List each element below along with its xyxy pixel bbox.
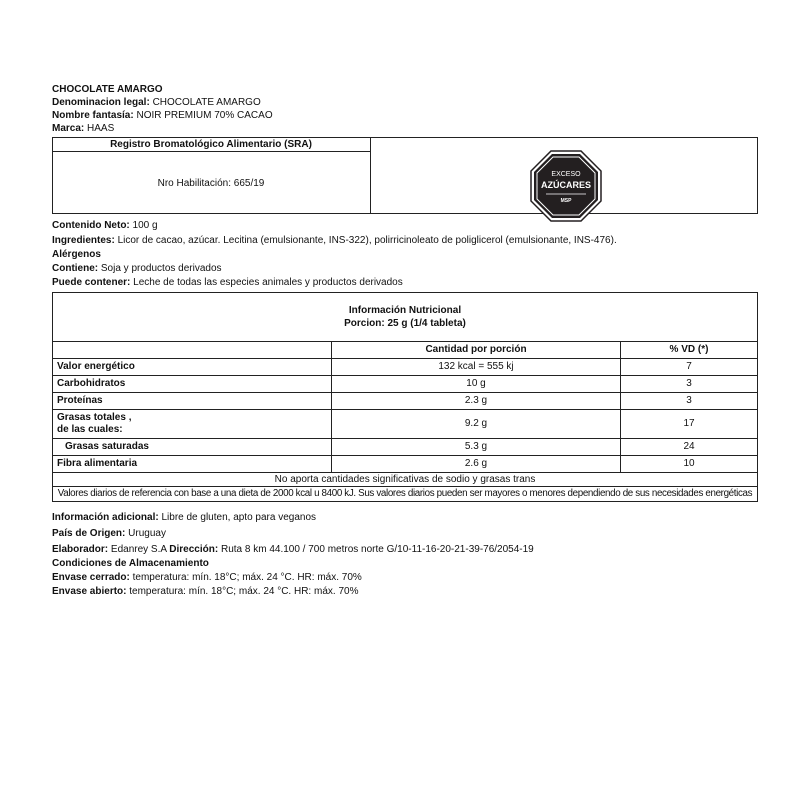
ingredients-label: Ingredientes: <box>52 235 115 246</box>
nutrition-portion: Porcion: 25 g (1/4 tableta) <box>344 318 466 329</box>
open-storage-label: Envase abierto: <box>52 586 127 597</box>
maker-label: Elaborador: <box>52 544 109 555</box>
nutrition-note1: No aporta cantidades significativas de sodio y grasas trans <box>53 473 758 487</box>
header-empty-cell <box>53 342 332 359</box>
nutrient-quantity: 132 kcal = 555 kj <box>332 359 621 376</box>
nutrient-vd: 10 <box>621 456 758 473</box>
nutrition-note-row <box>53 473 758 487</box>
fantasy-name-line <box>52 110 273 122</box>
ingredients-value: Licor de cacao, azúcar. Lecitina (emulsionante, INS-322), polirricinoleato de poliglicerol (emulsionante, INS-476). <box>117 235 617 246</box>
nutrient-vd: 3 <box>621 393 758 410</box>
origin-value: Uruguay <box>128 528 166 539</box>
table-row <box>53 393 758 410</box>
nutrition-title-cell <box>53 293 758 342</box>
nutrient-name-line2: de las cuales: <box>57 424 123 435</box>
nutrient-name: Grasas saturadas <box>53 439 332 456</box>
nutrient-vd: 7 <box>621 359 758 376</box>
table-row <box>53 359 758 376</box>
contains-value: Soja y productos derivados <box>100 263 222 274</box>
fantasy-name-value: NOIR PREMIUM 70% CACAO <box>136 110 273 121</box>
may-contain-value: Leche de todas las especies animales y productos derivados <box>133 277 403 288</box>
open-storage-value: temperatura: mín. 18°C; máx. 24 °C. HR: máx. 70% <box>129 586 359 597</box>
registry-habilitation: Nro Habilitación: 665/19 <box>157 178 265 189</box>
may-contain-line <box>52 277 403 289</box>
excess-sugar-warning-icon <box>530 150 602 222</box>
nutrient-quantity: 5.3 g <box>332 439 621 456</box>
legal-name-value: CHOCOLATE AMARGO <box>152 97 261 108</box>
nutrient-vd: 24 <box>621 439 758 456</box>
ingredients-line <box>52 235 617 247</box>
contains-line <box>52 263 222 275</box>
fantasy-name-label: Nombre fantasía: <box>52 110 134 121</box>
additional-info-label: Información adicional: <box>52 512 159 523</box>
contains-label: Contiene: <box>52 263 99 274</box>
nutrition-note-row <box>53 487 758 502</box>
storage-heading: Condiciones de Almacenamiento <box>52 558 209 569</box>
net-content-value: 100 g <box>132 220 158 231</box>
warning-line1: EXCESO <box>551 171 581 178</box>
brand-line <box>52 123 114 135</box>
nutrient-name: Fibra alimentaria <box>53 456 332 473</box>
registry-header-divider <box>52 151 370 152</box>
warning-line3: MSP <box>560 198 572 204</box>
table-row <box>53 456 758 473</box>
nutrient-name: Valor energético <box>53 359 332 376</box>
additional-info-line <box>52 512 316 524</box>
origin-label: País de Origen: <box>52 528 126 539</box>
nutrient-quantity: 10 g <box>332 376 621 393</box>
column-vd: % VD (*) <box>621 342 758 359</box>
net-content-line <box>52 220 158 232</box>
maker-value: Edanrey S.A <box>110 544 167 555</box>
nutrient-name: Carbohidratos <box>53 376 332 393</box>
net-content-label: Contenido Neto: <box>52 220 130 231</box>
nutrient-quantity: 9.2 g <box>332 410 621 439</box>
nutrient-vd: 17 <box>621 410 758 439</box>
origin-line <box>52 528 166 540</box>
legal-name-line <box>52 97 261 109</box>
product-title: CHOCOLATE AMARGO <box>52 84 163 95</box>
table-row <box>53 410 758 439</box>
additional-info-value: Libre de gluten, apto para veganos <box>161 512 317 523</box>
table-row <box>53 376 758 393</box>
column-quantity: Cantidad por porción <box>332 342 621 359</box>
registry-header: Registro Bromatológico Alimentario (SRA) <box>110 139 312 150</box>
table-row <box>53 439 758 456</box>
nutrient-name <box>53 410 332 439</box>
nutrient-quantity: 2.6 g <box>332 456 621 473</box>
maker-line <box>52 544 534 556</box>
open-storage-line <box>52 586 358 598</box>
nutrition-table <box>52 292 758 502</box>
warning-line2: AZÚCARES <box>540 180 592 190</box>
nutrient-vd: 3 <box>621 376 758 393</box>
closed-storage-line <box>52 572 362 584</box>
closed-storage-value: temperatura: mín. 18°C; máx. 24 °C. HR: máx. 70% <box>132 572 362 583</box>
nutrient-quantity: 2.3 g <box>332 393 621 410</box>
nutrition-note2: Valores diarios de referencia con base a una dieta de 2000 kcal u 8400 kJ. Sus valores diarios pueden ser mayores o menores dependiendo de sus necesidades energéticas <box>53 487 758 502</box>
nutrition-header-row <box>53 342 758 359</box>
allergens-heading: Alérgenos <box>52 249 101 260</box>
registry-divider <box>370 137 371 214</box>
nutrition-title: Información Nutricional <box>348 305 462 316</box>
nutrient-name: Proteínas <box>53 393 332 410</box>
legal-name-label: Denominacion legal: <box>52 97 150 108</box>
nutrient-name-line1: Grasas totales , <box>57 412 132 423</box>
address-label: Dirección: <box>169 544 219 555</box>
brand-label: Marca: <box>52 123 85 134</box>
nutrition-title-row <box>53 293 758 342</box>
closed-storage-label: Envase cerrado: <box>52 572 130 583</box>
address-value: Ruta 8 km 44.100 / 700 metros norte G/10-11-16-20-21-39-76/2054-19 <box>220 544 534 555</box>
may-contain-label: Puede contener: <box>52 277 131 288</box>
brand-value: HAAS <box>87 123 115 134</box>
